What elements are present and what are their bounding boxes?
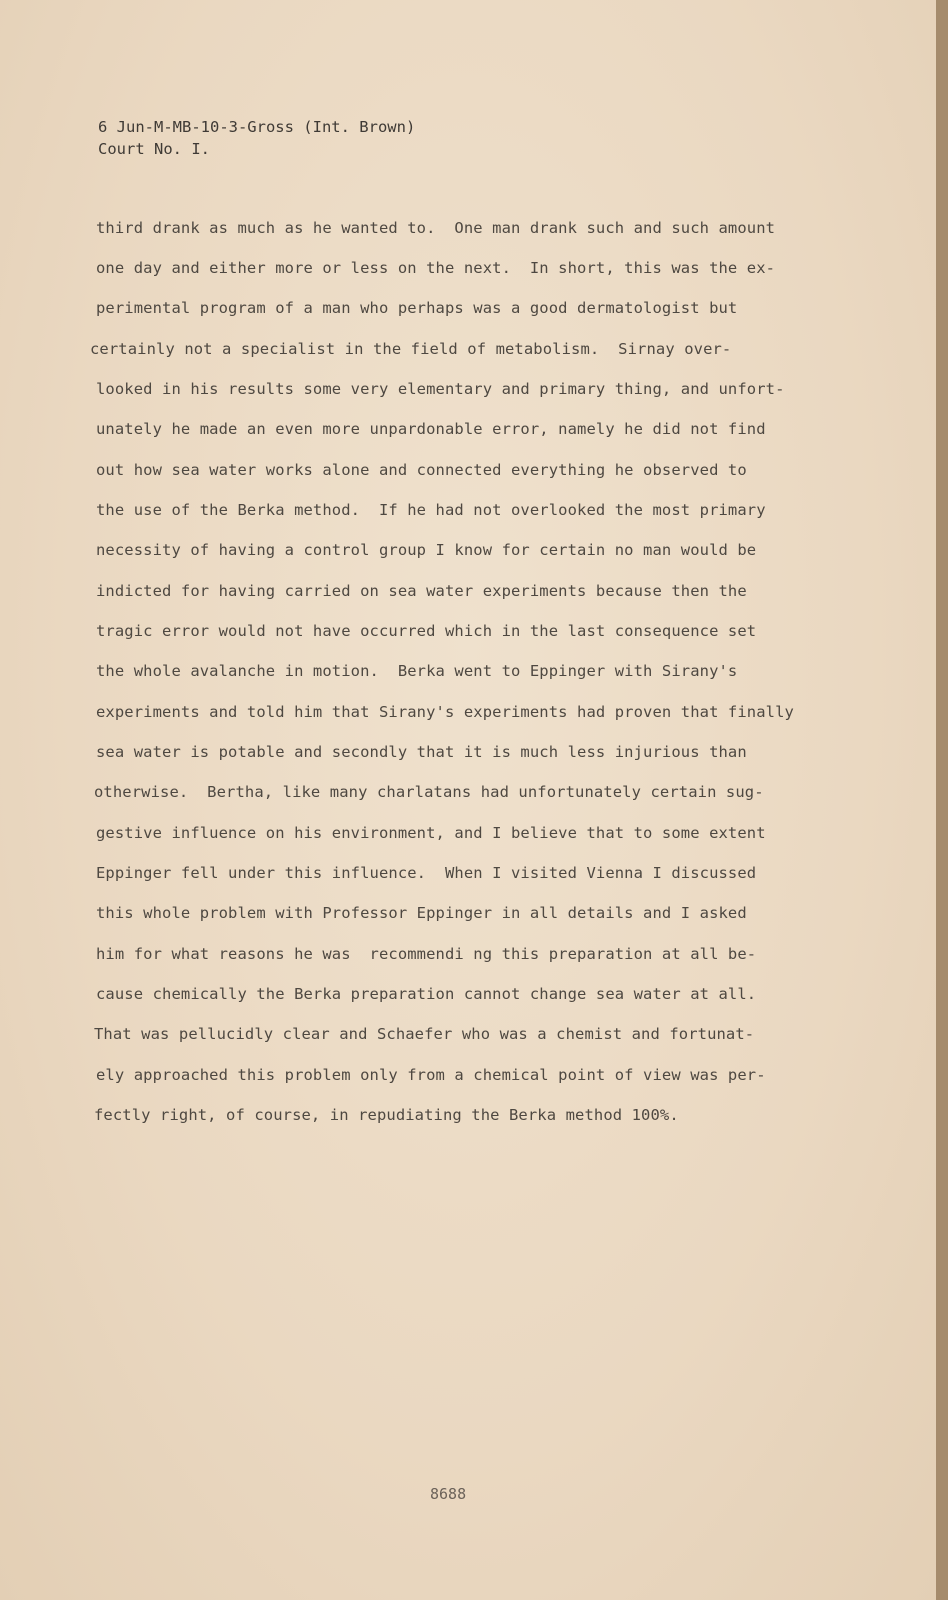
document-header xyxy=(98,116,415,160)
text-line: out how sea water works alone and connected everything he observed to xyxy=(96,461,747,479)
text-line: this whole problem with Professor Eppinger in all details and I asked xyxy=(96,904,747,922)
text-line: tragic error would not have occurred which in the last consequence set xyxy=(96,622,757,640)
text-line: certainly not a specialist in the field of metabolism. Sirnay over- xyxy=(90,340,732,358)
text-line: third drank as much as he wanted to. One man drank such and such amount xyxy=(96,219,776,237)
text-line: otherwise. Bertha, like many charlatans had unfortunately certain sug- xyxy=(94,783,764,801)
text-line: the use of the Berka method. If he had not overlooked the most primary xyxy=(96,501,766,519)
text-line: him for what reasons he was recommendi ng this preparation at all be- xyxy=(96,945,757,963)
text-line: one day and either more or less on the next. In short, this was the ex- xyxy=(96,259,776,277)
text-line: gestive influence on his environment, and I believe that to some extent xyxy=(96,824,766,842)
text-line: necessity of having a control group I know for certain no man would be xyxy=(96,541,757,559)
text-line: unately he made an even more unpardonable error, namely he did not find xyxy=(96,420,766,438)
header-case-reference: 6 Jun-M-MB-10-3-Gross (Int. Brown) xyxy=(98,118,416,136)
page-number: 8688 xyxy=(430,1485,467,1503)
text-line: Eppinger fell under this influence. When I visited Vienna I discussed xyxy=(96,864,757,882)
text-line: cause chemically the Berka preparation cannot change sea water at all. xyxy=(96,985,757,1003)
text-line: experiments and told him that Sirany's experiments had proven that finally xyxy=(96,703,794,721)
header-court-number: Court No. I. xyxy=(98,140,210,158)
text-line: indicted for having carried on sea water experiments because then the xyxy=(96,582,747,600)
text-line: sea water is potable and secondly that it is much less injurious than xyxy=(96,743,747,761)
text-line: fectly right, of course, in repudiating the Berka method 100%. xyxy=(94,1106,679,1124)
text-line: perimental program of a man who perhaps was a good dermatologist but xyxy=(96,299,738,317)
text-line: ely approached this problem only from a chemical point of view was per- xyxy=(96,1066,766,1084)
text-line: That was pellucidly clear and Schaefer who was a chemist and fortunat- xyxy=(94,1025,755,1043)
text-line: the whole avalanche in motion. Berka went to Eppinger with Sirany's xyxy=(96,662,738,680)
text-line: looked in his results some very elementary and primary thing, and unfort- xyxy=(96,380,785,398)
